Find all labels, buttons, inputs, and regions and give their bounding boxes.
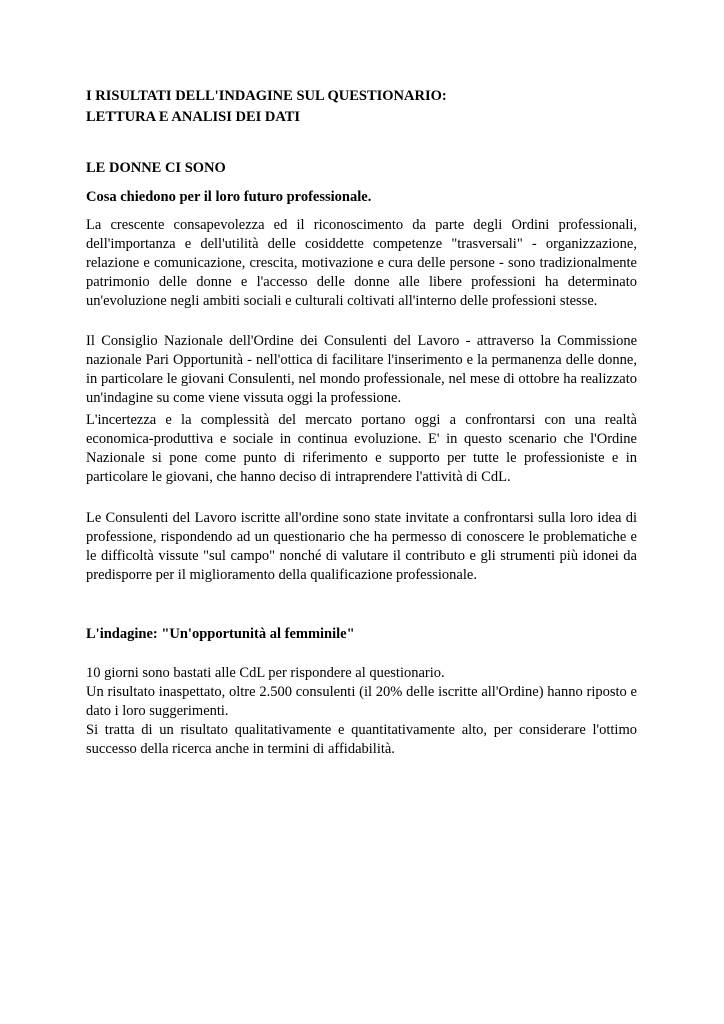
paragraph-consapevolezza: La crescente consapevolezza ed il riconoscimento da parte degli Ordini professionali, dell'importanza e dell'utilità delle cosiddette competenze "trasversali" - organizzazione, relazione e comunicazione, crescita, motivazione e cura delle persone - sono tradizionalmente patrimonio delle donne e l'accesso delle donne alle libere professioni ha determinato un'evoluzione negli ambiti sociali e culturali coltivati all'interno delle professioni stesse.	[86, 217, 637, 309]
document-title-line-1: I RISULTATI DELL'INDAGINE SUL QUESTIONARIO:	[86, 88, 447, 104]
paragraph-incertezza: L'incertezza e la complessità del mercato portano oggi a confrontarsi con una realtà economica-produttiva e sociale in continua evoluzione. E' in questo scenario che l'Ordine Nazionale si pone come punto di riferimento e supporto per tutte le professioniste e in particolare le giovani, che hanno deciso di intraprendere l'attività di CdL.	[86, 412, 637, 485]
section-heading-indagine: L'indagine: "Un'opportunità al femminile"	[86, 626, 355, 642]
paragraph-risultato-qualitativo: Si tratta di un risultato qualitativamente e quantitativamente alto, per considerare l'ottimo successo della ricerca anche in termini di affidabilità.	[86, 722, 637, 757]
document-title-line-2: LETTURA E ANALISI DEI DATI	[86, 109, 301, 125]
paragraph-risultato-inaspettato: Un risultato inaspettato, oltre 2.500 consulenti (il 20% delle iscritte all'Ordine) hanno riposto e dato i loro suggerimenti.	[86, 684, 637, 719]
paragraph-consulenti-iscritte: Le Consulenti del Lavoro iscritte all'ordine sono state invitate a confrontarsi sulla loro idea di professione, rispondendo ad un questionario che ha permesso di conoscere le problematiche e le difficoltà vissute "sul campo" nonché di valutare il contributo e gli strumenti più idonei da predisporre per il miglioramento della qualificazione professionale.	[86, 510, 637, 583]
paragraph-dieci-giorni: 10 giorni sono bastati alle CdL per rispondere al questionario.	[86, 665, 445, 681]
section-subheading-futuro: Cosa chiedono per il loro futuro professionale.	[86, 189, 372, 205]
paragraph-consiglio-nazionale: Il Consiglio Nazionale dell'Ordine dei Consulenti del Lavoro - attraverso la Commissione nazionale Pari Opportunità - nell'ottica di facilitare l'inserimento e la permanenza delle donne, in particolare le giovani Consulenti, nel mondo professionale, nel mese di ottobre ha realizzato un'indagine su come viene vissuta oggi la professione.	[86, 333, 637, 406]
section-heading-donne: LE DONNE CI SONO	[86, 160, 226, 176]
